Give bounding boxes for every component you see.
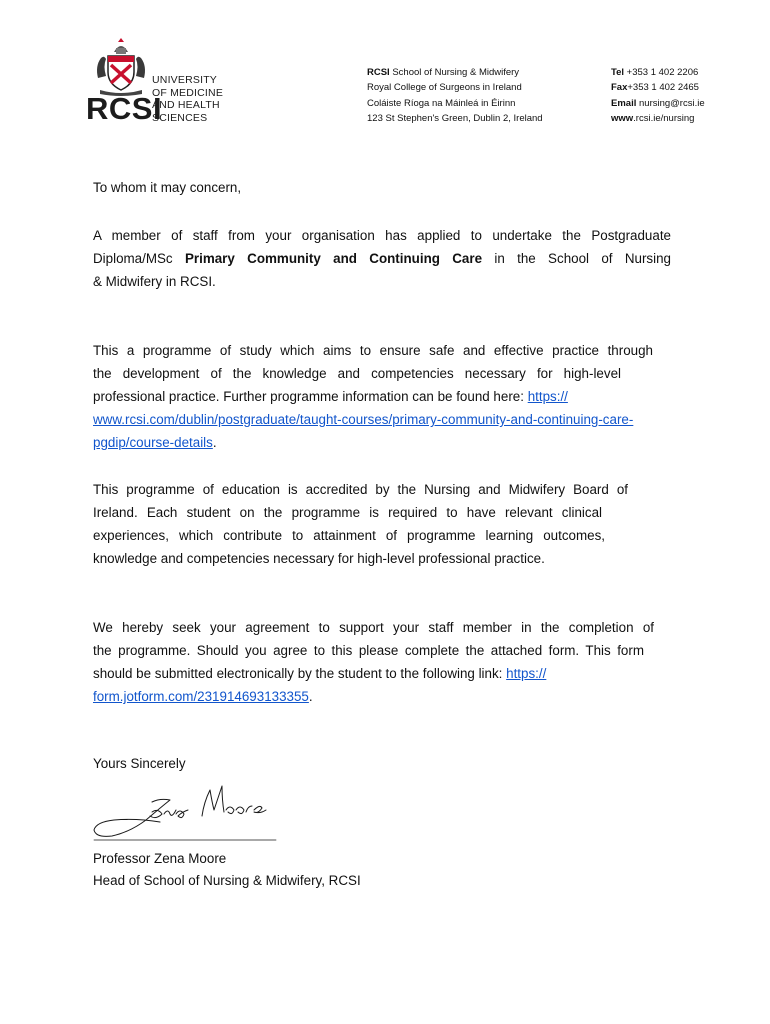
text-span: Diploma/MSc: [93, 251, 185, 266]
closing: Yours Sincerely: [93, 756, 186, 771]
logo-line: SCIENCES: [152, 111, 208, 124]
paragraph-application: [93, 224, 671, 293]
org-name: School of Nursing & Midwifery: [389, 67, 520, 78]
text-span: the development of the knowledge and competencies necessary for high-level: [93, 366, 621, 381]
text-span: professional practice. Further programme information can be found here:: [93, 389, 528, 404]
contact-details: [611, 65, 705, 126]
fax-value: +353 1 402 2465: [627, 82, 699, 94]
course-details-link[interactable]: https://: [527, 389, 568, 404]
text-line: [93, 385, 671, 408]
signatory-title: Head of School of Nursing & Midwifery, RCSI: [93, 873, 361, 888]
text-span: should be submitted electronically by the student to the following link:: [93, 666, 507, 681]
text-line: [93, 408, 671, 431]
school-address: [367, 65, 543, 126]
address-line-3: Coláiste Ríoga na Máinleá in Éirinn: [367, 97, 516, 109]
text-line: [93, 524, 605, 547]
address-line-1: [367, 65, 543, 80]
text-line: [93, 685, 671, 708]
address-line-4: 123 St Stephen's Green, Dublin 2, Ireland: [367, 112, 543, 124]
rcsi-logo: [86, 38, 236, 126]
text-span: Ireland. Each student on the programme is required to have relevant clinical: [93, 505, 602, 520]
text-span: experiences, which contribute to attainment of programme learning outcomes,: [93, 528, 605, 543]
text-line: A member of staff from your organisation has applied to undertake the Postgraduate: [93, 228, 671, 243]
paragraph-accreditation: [93, 478, 671, 570]
text-line: [93, 662, 671, 685]
handwritten-signature: [90, 780, 280, 850]
paragraph-programme-aims: [93, 339, 671, 454]
rcsi-crest-icon: [92, 38, 150, 96]
logo-line: UNIVERSITY: [152, 74, 218, 86]
email-value: nursing@rcsi.ie: [636, 97, 705, 109]
text-span: .: [212, 435, 217, 450]
org-abbrev: RCSI: [367, 67, 390, 78]
web-value: .rcsi.ie/nursing: [633, 112, 695, 124]
signatory-block: [93, 848, 361, 892]
signatory-name: Professor Zena Moore: [93, 851, 227, 866]
fax-label: Fax: [611, 82, 628, 94]
web-label: www: [611, 112, 634, 124]
jotform-link[interactable]: form.jotform.com/231914693133355: [93, 689, 309, 704]
paragraph-request: [93, 616, 671, 708]
tel-label: Tel: [611, 67, 625, 78]
text-line: [93, 362, 621, 385]
logo-line: OF MEDICINE: [152, 86, 224, 99]
text-line: [93, 639, 644, 662]
address-line-2: Royal College of Surgeons in Ireland: [367, 82, 522, 94]
jotform-link[interactable]: https://: [506, 666, 547, 681]
programme-name: Primary Community and Continuing Care: [184, 251, 483, 266]
logo-university-text: [152, 74, 223, 124]
text-span: This a programme of study which aims to ensure safe and effective practice through: [93, 343, 653, 358]
course-details-link[interactable]: www.rcsi.com/dublin/postgraduate/taught-courses/primary-community-and-continuing-care-: [93, 412, 634, 427]
text-line: [93, 501, 602, 524]
tel-line: [611, 65, 705, 80]
text-span: in the School of Nursing: [482, 251, 671, 266]
text-line: [93, 247, 671, 270]
text-span: the programme. Should you agree to this please complete the attached form. This form: [93, 643, 644, 658]
text-line: [93, 478, 628, 501]
email-line: [611, 96, 705, 111]
text-line: [93, 616, 654, 639]
text-line: knowledge and competencies necessary for high-level professional practice.: [93, 551, 545, 566]
text-span: We hereby seek your agreement to support your staff member in the completion of: [93, 620, 654, 635]
tel-value: +353 1 402 2206: [624, 67, 699, 78]
text-span: This programme of education is accredited by the Nursing and Midwifery Board of: [93, 482, 628, 497]
text-line: [93, 431, 671, 454]
text-line: & Midwifery in RCSI.: [93, 274, 216, 289]
web-line: [611, 111, 705, 126]
text-span: .: [308, 689, 313, 704]
greeting: To whom it may concern,: [93, 180, 242, 195]
fax-line: [611, 80, 705, 95]
logo-line: AND HEALTH: [152, 99, 220, 111]
email-label: Email: [611, 97, 637, 109]
logo-wordmark: RCSI: [86, 91, 163, 126]
course-details-link[interactable]: pgdip/course-details: [93, 435, 213, 450]
text-line: [93, 339, 653, 362]
